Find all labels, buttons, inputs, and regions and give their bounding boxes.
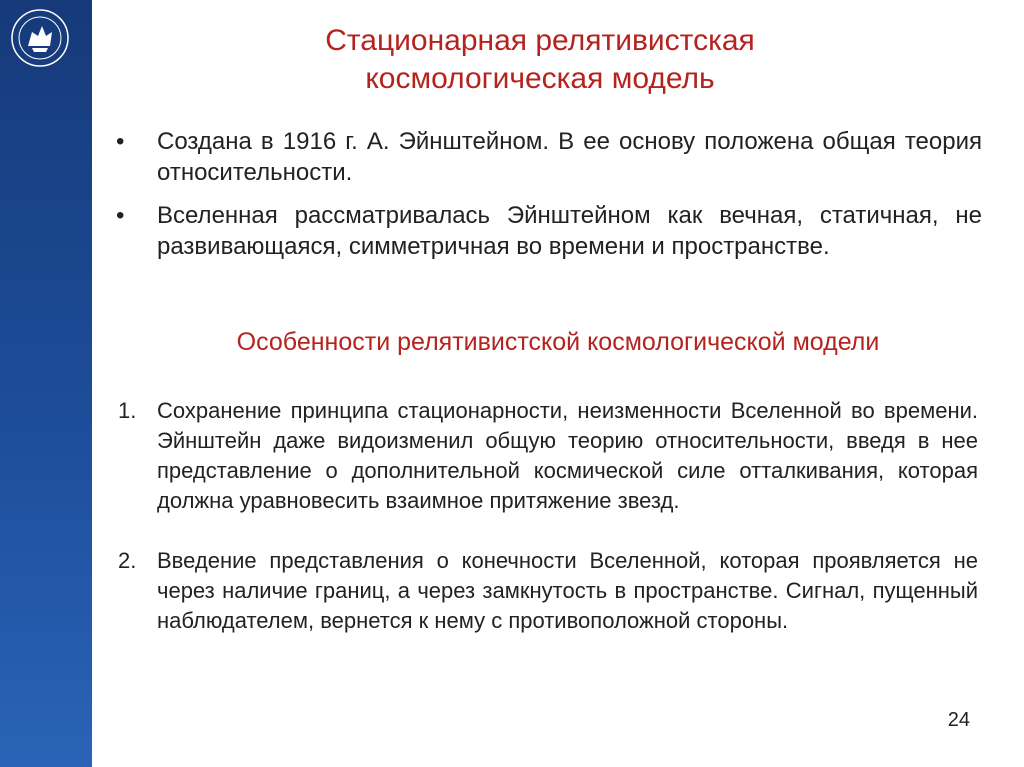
title-line-1: Стационарная релятивистская bbox=[325, 24, 755, 57]
item-text: Введение представления о конечности Вселенной, которая проявляется не через наличие границ, а через замкнутость в пространстве. Сигнал, пущенный наблюдателем, вернется к нему с противоположной стороны. bbox=[157, 548, 978, 633]
bullet-item bbox=[112, 126, 982, 188]
numbered-item bbox=[112, 546, 978, 636]
item-text: Сохранение принципа стационарности, неизменности Вселенной во времени. Эйнштейн даже видоизменил общую теорию относительности, введя в нее представление о дополнительной космической силе отталкивания, которая должна уравновесить взаимное притяжение звезд. bbox=[157, 398, 978, 513]
item-number: 2. bbox=[118, 548, 137, 573]
bullet-marker: • bbox=[116, 128, 125, 155]
numbered-item bbox=[112, 396, 978, 516]
page-number: 24 bbox=[947, 709, 970, 731]
bullet-text: Создана в 1916 г. А. Эйнштейном. В ее основу положена общая теория относительности. bbox=[157, 128, 982, 186]
university-emblem-icon bbox=[10, 8, 70, 68]
numbered-list bbox=[112, 396, 978, 666]
title-line-2: космологическая модель bbox=[365, 62, 715, 95]
bullet-list bbox=[112, 126, 982, 274]
bullet-item bbox=[112, 200, 982, 262]
section-subtitle: Особенности релятивистской космологической модели bbox=[236, 328, 880, 356]
item-number: 1. bbox=[118, 398, 137, 423]
sidebar-band bbox=[0, 0, 92, 767]
slide-title bbox=[240, 22, 840, 98]
bullet-marker: • bbox=[116, 202, 125, 229]
bullet-text: Вселенная рассматривалась Эйнштейном как вечная, статичная, не развивающаяся, симметричная во времени и пространстве. bbox=[157, 202, 982, 260]
